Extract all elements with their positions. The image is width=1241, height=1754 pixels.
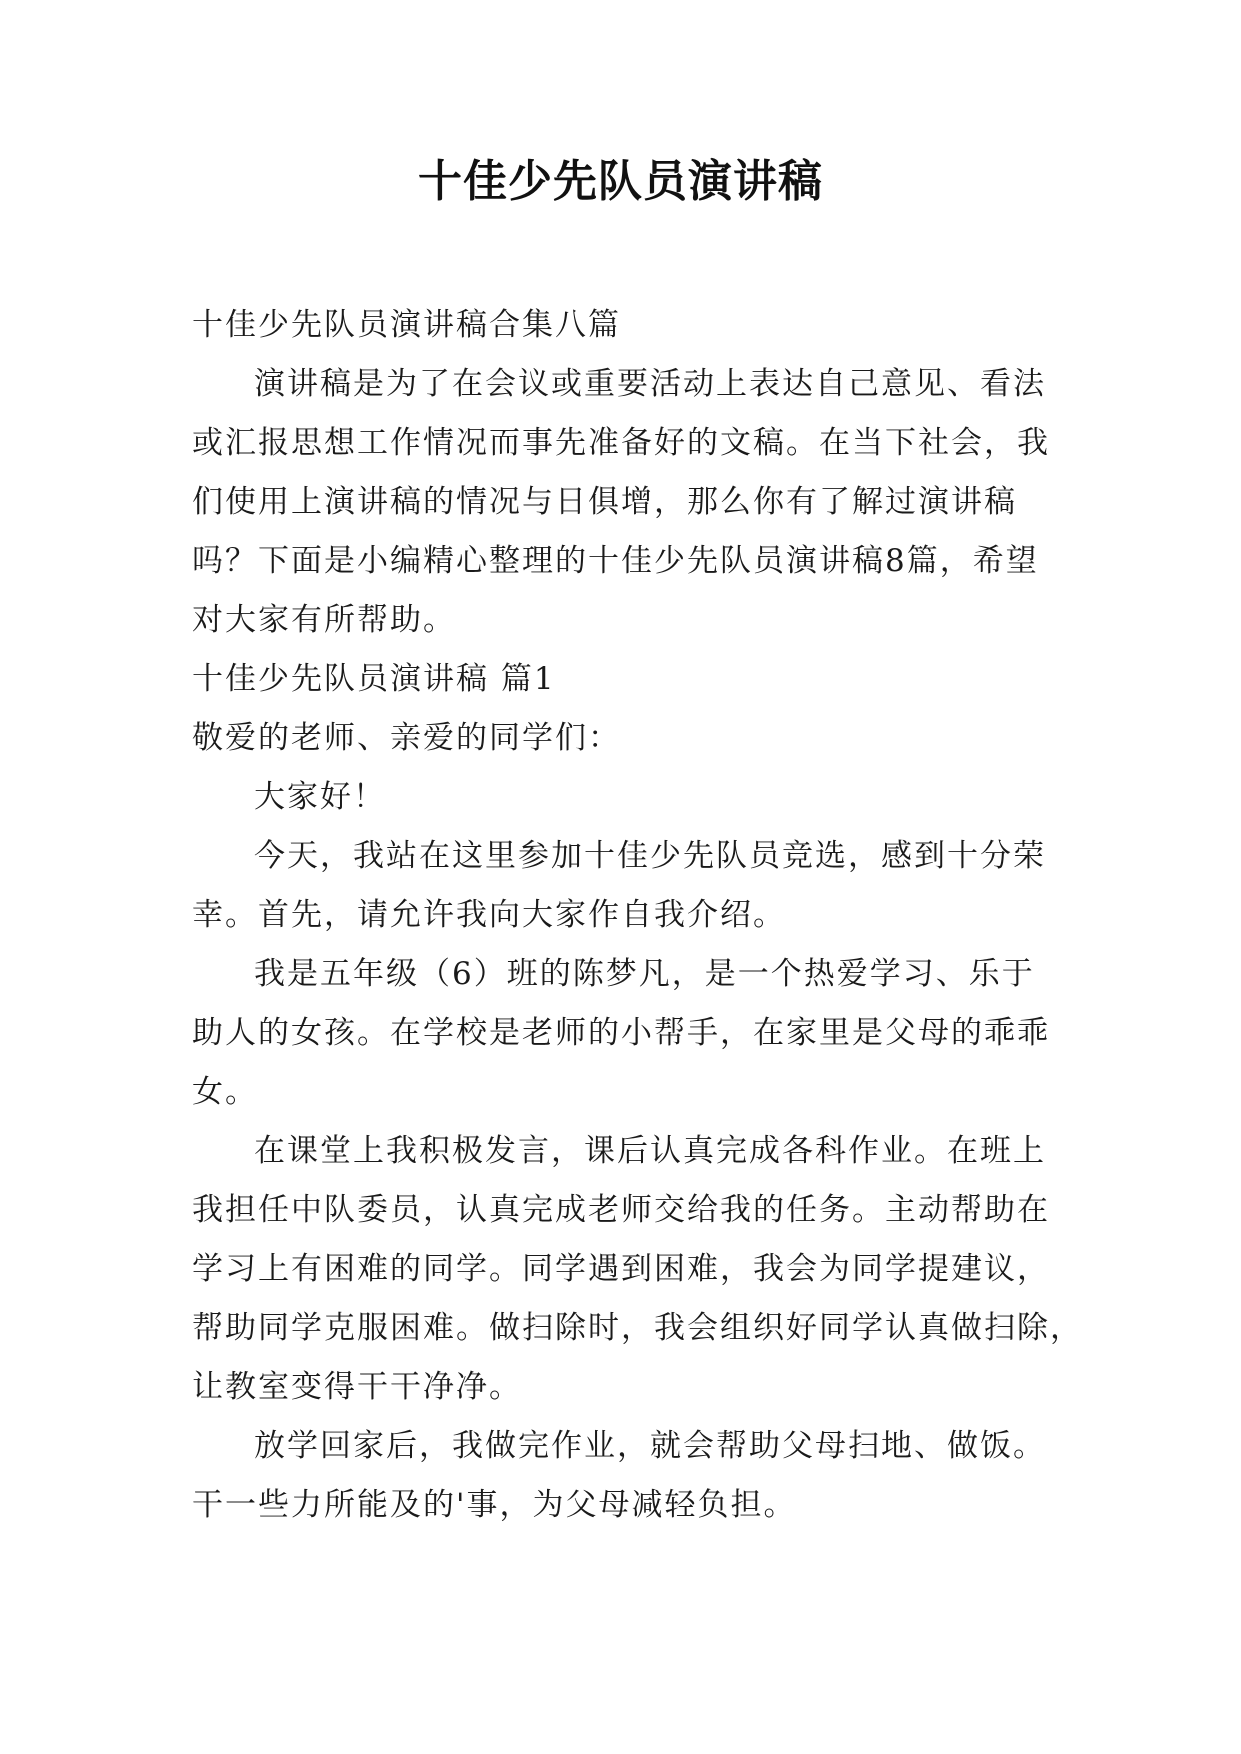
document-body bbox=[192, 296, 1083, 1535]
paragraph-line: 学习上有困难的同学。同学遇到困难，我会为同学提建议， bbox=[192, 1251, 1050, 1287]
paragraph-line: 我担任中队委员，认真完成老师交给我的任务。主动帮助在 bbox=[192, 1192, 1050, 1228]
intro-line: 演讲稿是为了在会议或重要活动上表达自己意见、看法 bbox=[254, 366, 1046, 402]
intro-paragraph bbox=[192, 355, 1056, 650]
paragraph-1 bbox=[192, 827, 1056, 945]
paragraph-line: 女。 bbox=[192, 1074, 258, 1110]
paragraph-line: 今天，我站在这里参加十佳少先队员竞选，感到十分荣 bbox=[254, 838, 1046, 874]
document-subtitle: 十佳少先队员演讲稿合集八篇 bbox=[192, 307, 621, 343]
paragraph-4 bbox=[192, 1417, 1056, 1535]
paragraph-line: 在课堂上我积极发言，课后认真完成各科作业。在班上 bbox=[254, 1133, 1046, 1169]
paragraph-2 bbox=[192, 945, 1056, 1122]
paragraph-line: 让教室变得干干净净。 bbox=[192, 1369, 522, 1405]
salutation: 敬爱的老师、亲爱的同学们： bbox=[192, 720, 621, 756]
paragraph-line: 我是五年级（6）班的陈梦凡，是一个热爱学习、乐于 bbox=[254, 956, 1035, 992]
intro-line: 们使用上演讲稿的情况与日俱增，那么你有了解过演讲稿 bbox=[192, 484, 1017, 520]
document-title: 十佳少先队员演讲稿 bbox=[418, 156, 823, 207]
section-heading: 十佳少先队员演讲稿 篇1 bbox=[192, 661, 556, 697]
paragraph-line: 幸。首先，请允许我向大家作自我介绍。 bbox=[192, 897, 786, 933]
intro-line: 吗？下面是小编精心整理的十佳少先队员演讲稿8篇，希望 bbox=[192, 543, 1039, 579]
paragraph-3 bbox=[192, 1122, 1083, 1417]
paragraph-line: 干一些力所能及的'事，为父母减轻负担。 bbox=[192, 1487, 797, 1523]
intro-line: 或汇报思想工作情况而事先准备好的文稿。在当下社会，我 bbox=[192, 425, 1050, 461]
paragraph-line: 放学回家后，我做完作业，就会帮助父母扫地、做饭。 bbox=[254, 1428, 1046, 1464]
paragraph-line: 助人的女孩。在学校是老师的小帮手，在家里是父母的乖乖 bbox=[192, 1015, 1050, 1051]
paragraph-line: 帮助同学克服困难。做扫除时，我会组织好同学认真做扫除， bbox=[192, 1310, 1083, 1346]
intro-line: 对大家有所帮助。 bbox=[192, 602, 456, 638]
greeting: 大家好！ bbox=[254, 779, 386, 815]
